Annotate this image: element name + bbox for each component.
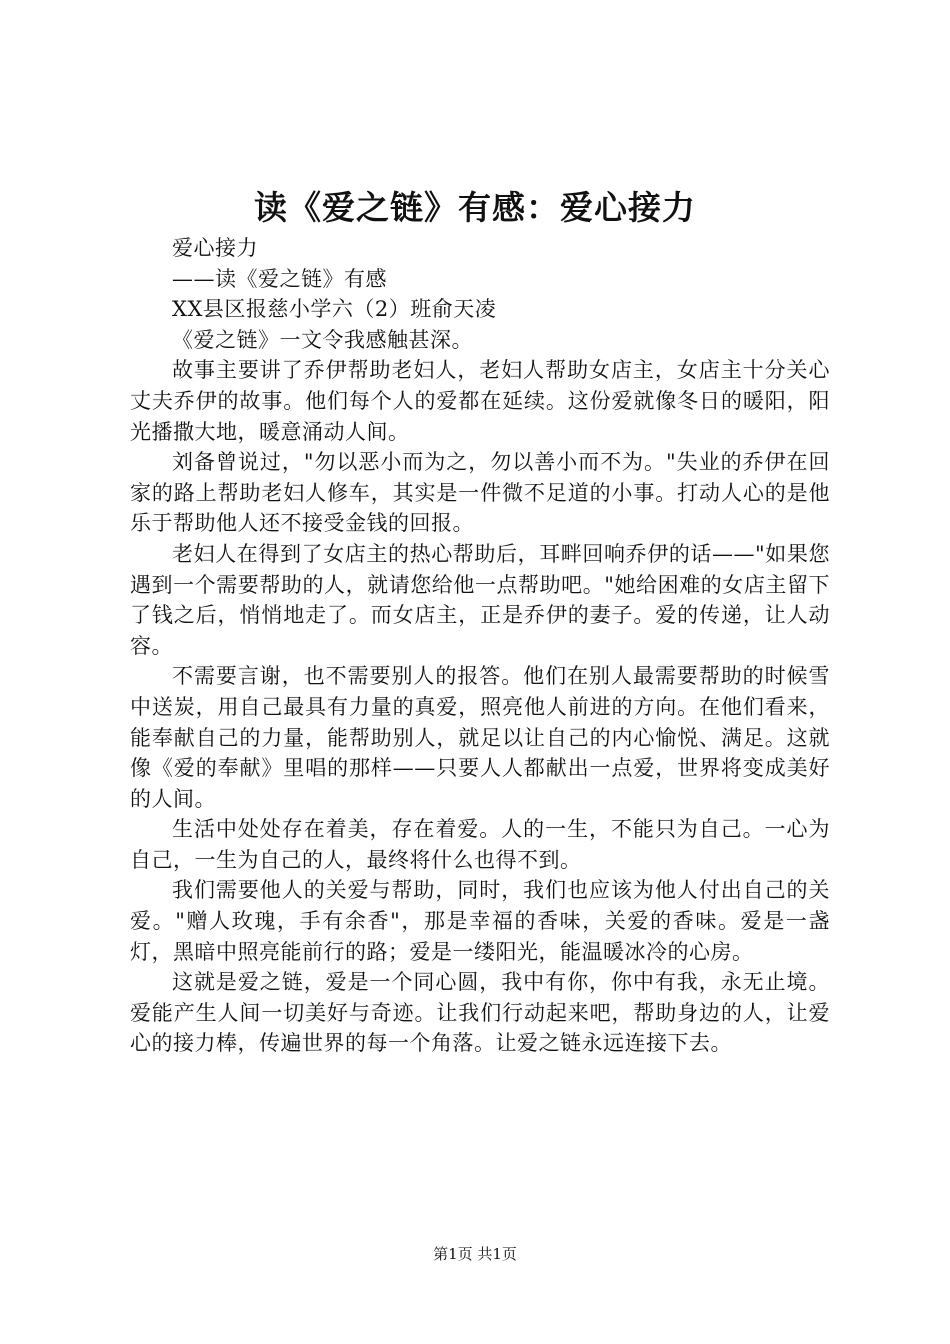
body-paragraph: 老妇人在得到了女店主的热心帮助后，耳畔回响乔伊的话——"如果您遇到一个需要帮助的人，就请您给他一点帮助吧。"她给困难的女店主留下了钱之后，悄悄地走了。而女店主，正是乔伊的妻子。爱的传递，让人动容。 [130, 541, 830, 658]
body-paragraph: 《爱之链》一文令我感触甚深。 [172, 327, 473, 352]
author-line: XX县区报慈小学六（2）班俞天凌 [172, 297, 497, 322]
body-paragraph: 不需要言谢，也不需要别人的报答。他们在别人最需要帮助的时候雪中送炭，用自己最具有力量的真爱，照亮他人前进的方向。在他们看来，能奉献自己的力量，能帮助别人，就足以让自己的内心愉悦、满足。这就像《爱的奉献》里唱的那样——只要人人都献出一点爱，世界将变成美好的人间。 [130, 664, 830, 811]
subtitle-line: ——读《爱之链》有感 [172, 266, 387, 291]
document-body [130, 233, 830, 1059]
document-title: 读《爱之链》有感：爱心接力 [254, 188, 696, 227]
body-paragraph: 生活中处处存在着美，存在着爱。人的一生，不能只为自己。一心为自己，一生为自己的人，最终将什么也得不到。 [130, 817, 830, 872]
body-paragraph: 刘备曾说过，"勿以恶小而为之，勿以善小而不为。"失业的乔伊在回家的路上帮助老妇人修车，其实是一件微不足道的小事。打动人心的是他乐于帮助他人还不接受金钱的回报。 [130, 450, 830, 536]
page-footer: 第1页 共1页 [433, 1245, 517, 1263]
subtitle-heading: 爱心接力 [172, 236, 258, 260]
body-paragraph: 故事主要讲了乔伊帮助老妇人，老妇人帮助女店主，女店主十分关心丈夫乔伊的故事。他们每个人的爱都在延续。这份爱就像冬日的暖阳，阳光播撒大地，暖意涌动人间。 [130, 358, 830, 444]
body-paragraph: 这就是爱之链，爱是一个同心圆，我中有你，你中有我，永无止境。爱能产生人间一切美好与奇迹。让我们行动起来吧，帮助身边的人，让爱心的接力棒，传遍世界的每一个角落。让爱之链永远连接下去。 [130, 970, 830, 1056]
body-paragraph: 我们需要他人的关爱与帮助，同时，我们也应该为他人付出自己的关爱。"赠人玫瑰，手有余香"，那是幸福的香味，关爱的香味。爱是一盏灯，黑暗中照亮能前行的路；爱是一缕阳光，能温暖冰冷的心房。 [130, 878, 830, 964]
